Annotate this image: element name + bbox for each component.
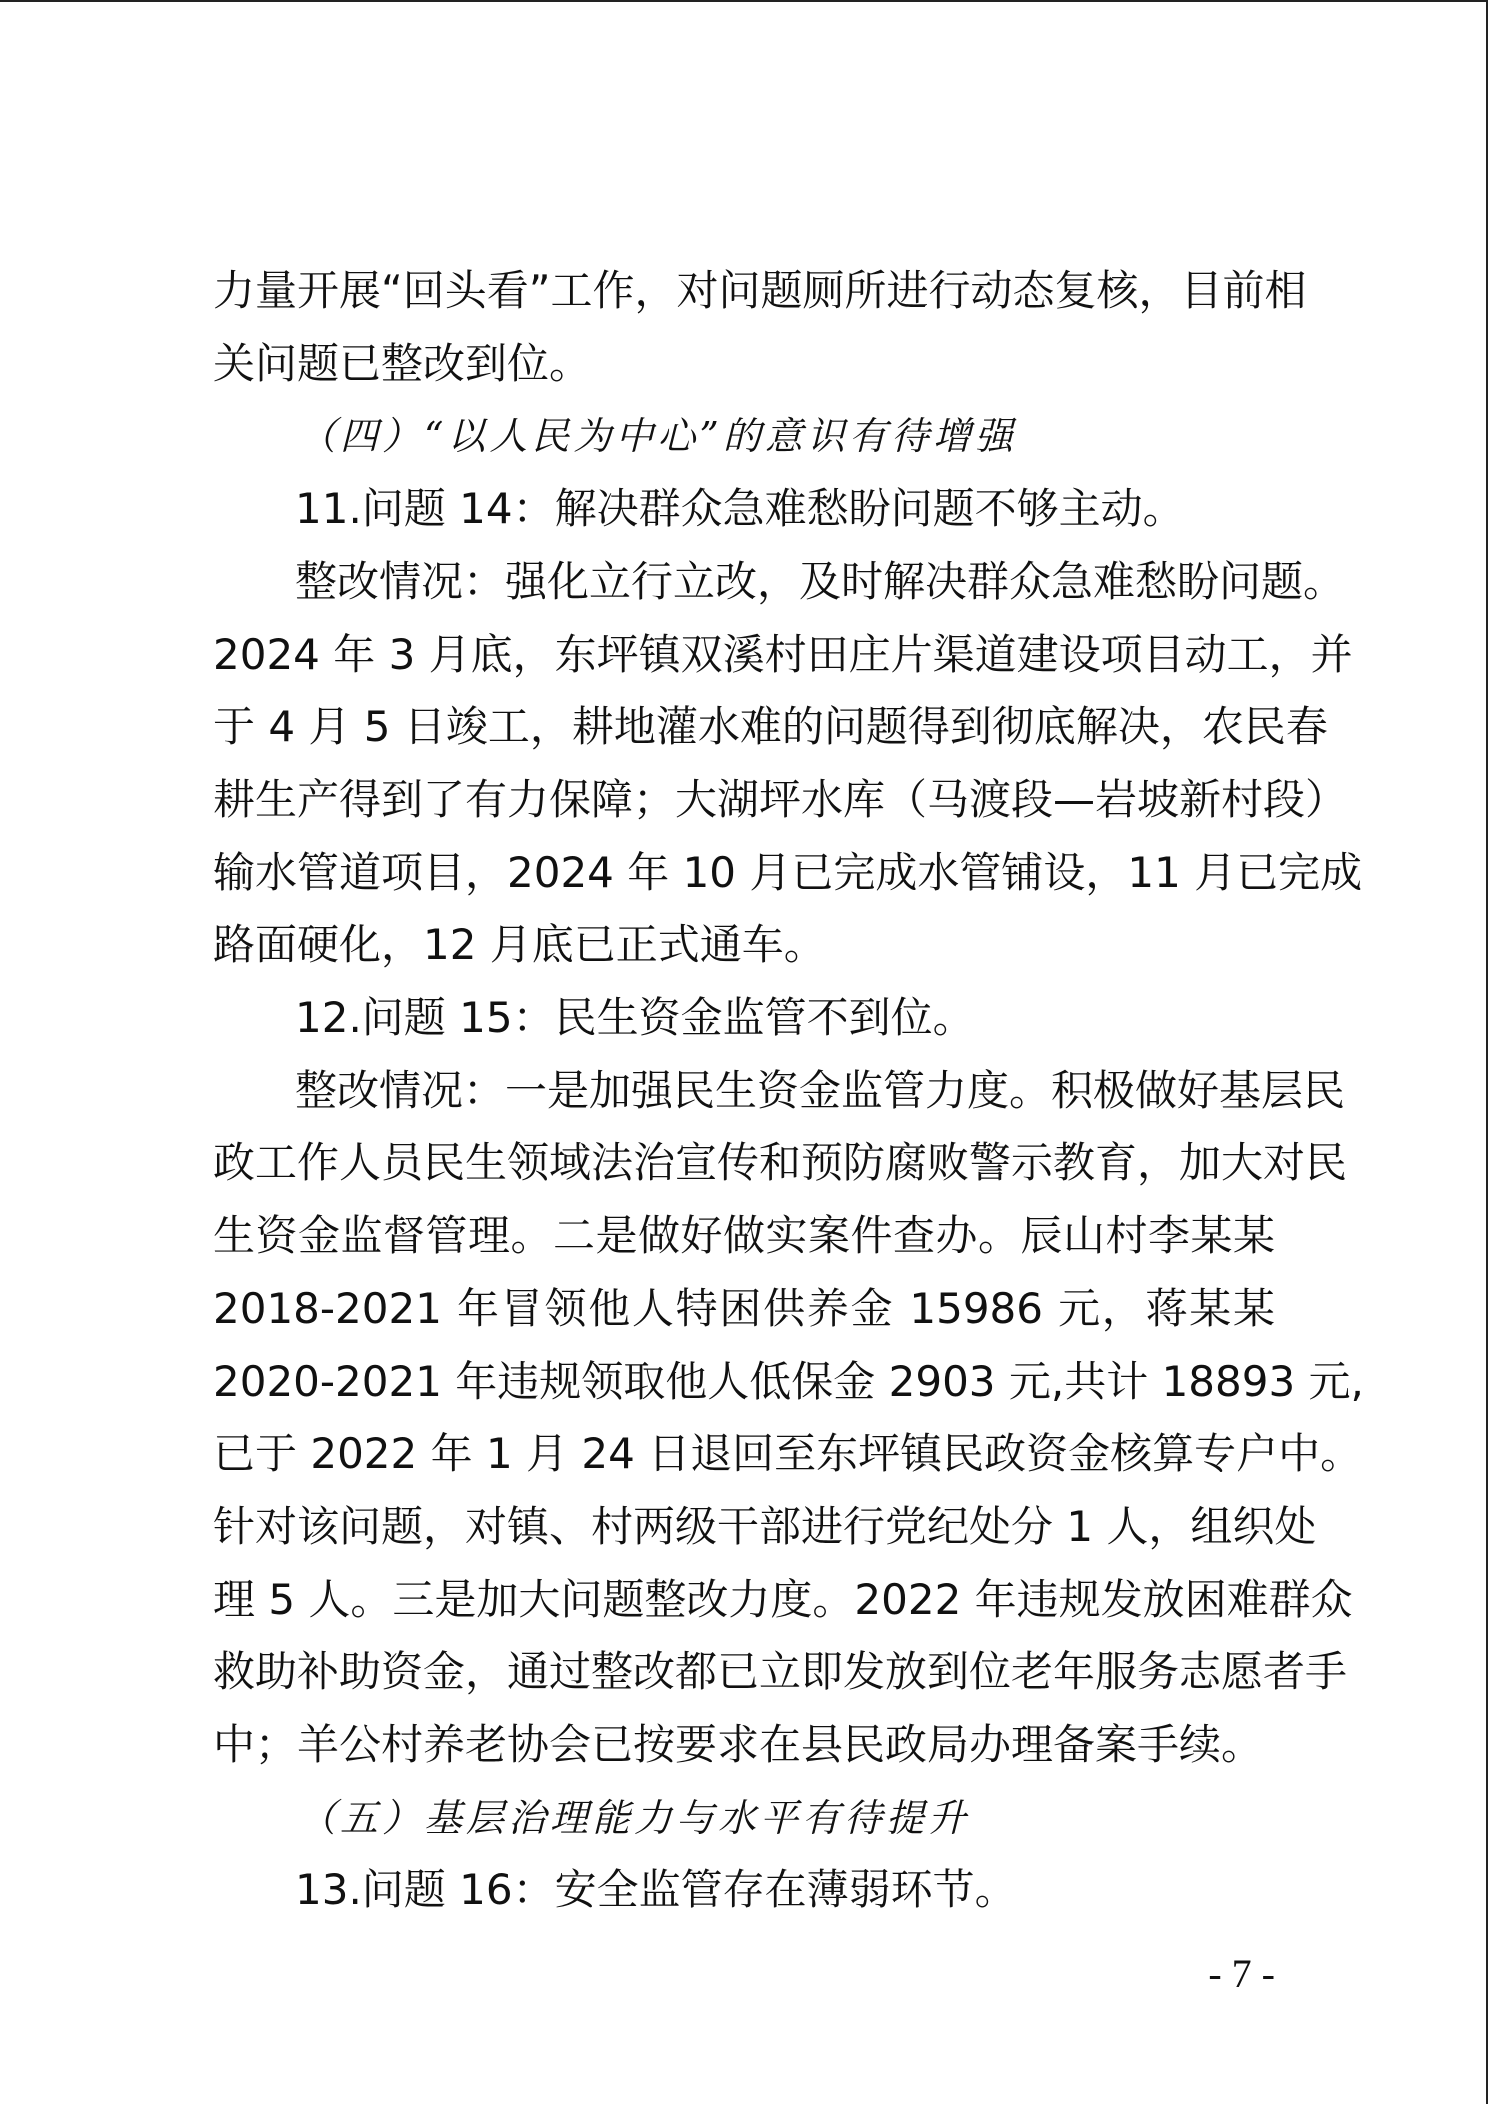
text-line: 耕生产得到了有力保障；大湖坪水库（马渡段—岩坡新村段） [213, 774, 1348, 824]
text-line: 理 5 人。三是加大问题整改力度。2022 年违规发放困难群众 [213, 1574, 1353, 1624]
text-line: 于 4 月 5 日竣工，耕地灌水难的问题得到彻底解决，农民春 [213, 702, 1328, 752]
page-border-top [0, 0, 1488, 2]
text-line: 2024 年 3 月底，东坪镇双溪村田庄片渠道建设项目动工，并 [213, 629, 1353, 679]
text-line: 生资金监督管理。二是做好做实案件查办。辰山村李某某 [213, 1211, 1275, 1261]
page-number: - 7 - [1208, 1951, 1275, 1996]
text-line: 11.问题 14：解决群众急难愁盼问题不够主动。 [295, 484, 1185, 534]
text-line: 已于 2022 年 1 月 24 日退回至东坪镇民政资金核算专户中。 [213, 1429, 1363, 1479]
text-line: 力量开展“回头看”工作，对问题厕所进行动态复核，目前相 [213, 266, 1307, 315]
section-heading: （五）基层治理能力与水平有待提升 [298, 1795, 971, 1840]
text-line: 中；羊公村养老协会已按要求在县民政局办理备案手续。 [213, 1720, 1264, 1769]
text-line: 输水管道项目，2024 年 10 月已完成水管铺设，11 月已完成 [213, 847, 1363, 897]
text-line: 12.问题 15：民生资金监管不到位。 [295, 993, 975, 1042]
text-line: 政工作人员民生领域法治宣传和预防腐败警示教育，加大对民 [213, 1138, 1348, 1188]
text-line: 整改情况：一是加强民生资金监管力度。积极做好基层民 [295, 1065, 1346, 1115]
text-line: 整改情况：强化立行立改，及时解决群众急难愁盼问题。 [295, 556, 1346, 606]
text-line: 关问题已整改到位。 [213, 338, 592, 388]
text-line: 救助补助资金，通过整改都已立即发放到位老年服务志愿者手 [213, 1647, 1348, 1697]
text-line: 2018-2021 年冒领他人特困供养金 15986 元，蒋某某 [213, 1283, 1275, 1333]
text-line: 13.问题 16：安全监管存在薄弱环节。 [295, 1865, 1017, 1915]
section-heading: （四）“以人民为中心”的意识有待增强 [298, 414, 1017, 459]
text-line: 针对该问题，对镇、村两级干部进行党纪处分 1 人，组织处 [213, 1501, 1317, 1551]
text-line: 2020-2021 年违规领取他人低保金 2903 元,共计 18893 元, [213, 1356, 1364, 1406]
text-line: 路面硬化，12 月底已正式通车。 [213, 920, 826, 970]
